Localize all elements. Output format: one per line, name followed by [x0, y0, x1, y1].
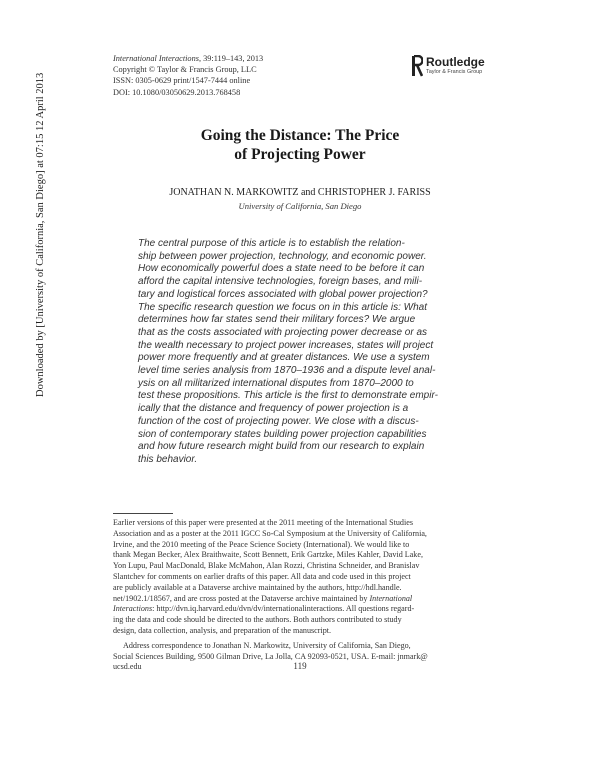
journal-metadata	[113, 53, 263, 98]
footnote-line: are publicly available at a Dataverse archive maintained by the authors, http://hdl.handle.	[113, 582, 402, 592]
routledge-r-logo-icon	[411, 55, 423, 77]
abstract-line: test these propositions. This article is the first to demonstrate empir-	[138, 390, 438, 402]
footnote-text: net/1902.1/18567, and are cross posted at the Dataverse archive maintained by	[113, 593, 368, 603]
footnote	[113, 518, 493, 673]
abstract-line: the wealth necessary to project power increases, states will project	[138, 339, 434, 351]
address-line: Social Sciences Building, 9500 Gilman Drive, La Jolla, CA 92093-0521, USA. E-mail: jnmark@	[113, 651, 428, 661]
abstract-line: this behavior.	[138, 453, 198, 465]
journal-reference: International	[369, 593, 413, 603]
journal-doi: DOI: 10.1080/03050629.2013.768458	[113, 87, 241, 97]
footnote-line: Yon Lupu, Paul MacDonald, Blake McMahon, Alan Rozzi, Christina Schneider, and Branislav	[113, 561, 420, 571]
author-affiliation: University of California, San Diego	[238, 201, 362, 211]
abstract-line: that as the costs associated with projecting power decrease or as	[138, 326, 428, 338]
publisher-logo	[411, 55, 521, 79]
footnote-divider	[113, 513, 173, 514]
footnote-line: thank Megan Becker, Alex Braithwaite, Scott Bennett, Erik Gartzke, Miles Kahler, David Lake,	[113, 550, 423, 560]
footnote-line: ing the data and code should be directed to the authors. Both authors contributed to study	[113, 615, 402, 625]
article-title	[0, 126, 600, 164]
abstract-line: ysis on all militarized international disputes from 1870–2000 to	[138, 377, 414, 389]
footnote-line: Earlier versions of this paper were presented at the 2011 meeting of the International Studies	[113, 518, 413, 527]
footnote-line: design, data collection, analysis, and preparation of the manuscript.	[113, 625, 332, 635]
abstract-line: The specific research question we focus on in this article is: What	[138, 301, 428, 313]
footnote-line	[113, 594, 493, 605]
abstract-line: ically that the distance and frequency of power projection is a	[138, 403, 409, 415]
page-number: 119	[293, 661, 307, 671]
journal-reference-continued: Interactions	[113, 604, 153, 614]
abstract	[138, 238, 464, 467]
abstract-line: How economically powerful does a state need to be before it can	[138, 263, 425, 275]
abstract-line: and how future research might build from our research to explain	[138, 441, 425, 453]
journal-volume-pages: , 39:119–143, 2013	[198, 54, 264, 63]
journal-issn: ISSN: 0305-0629 print/1547-7444 online	[113, 76, 251, 86]
article-authors: JONATHAN N. MARKOWITZ and CHRISTOPHER J. FARISS	[169, 187, 431, 198]
abstract-line: power more frequently and at greater distances. We use a system	[138, 352, 430, 364]
publisher-tagline: Taylor & Francis Group	[426, 69, 483, 75]
title-line: Going the Distance: The Price	[200, 127, 400, 144]
abstract-line: tary and logistical forces associated with global power projection?	[138, 288, 428, 300]
footnote-line: Slantchev for comments on earlier drafts of this paper. All data and code used in this project	[113, 571, 411, 581]
footnote-line	[113, 604, 493, 615]
journal-name: International Interactions	[113, 54, 199, 63]
journal-citation	[113, 53, 263, 64]
dataverse-url-text: : http://dvn.iq.harvard.edu/dvn/dv/internationalinteractions. All questions regard-	[152, 604, 415, 614]
abstract-line: level time series analysis from 1870–1936 and a dispute level anal-	[138, 365, 436, 377]
abstract-line: The central purpose of this article is to establish the relation-	[138, 238, 405, 249]
address-line: ucsd.edu	[113, 662, 142, 672]
abstract-line: determines how far states send their military forces? We argue	[138, 314, 416, 326]
abstract-line: function of the cost of projecting power. We close with a discus-	[138, 415, 419, 427]
title-line: of Projecting Power	[234, 146, 366, 163]
address-line: Address correspondence to Jonathan N. Markowitz, University of California, San Diego,	[123, 640, 411, 650]
footnote-line: Irvine, and the 2010 meeting of the Peace Science Society (International). We would like to	[113, 539, 410, 549]
download-watermark: Downloaded by [University of California, San Diego] at 07:15 12 April 2013	[35, 72, 46, 397]
abstract-line: sion of contemporary states building power projection capabilities	[138, 428, 427, 440]
abstract-line: ship between power projection, technology, and economic power.	[138, 250, 427, 262]
journal-copyright: Copyright © Taylor & Francis Group, LLC	[113, 65, 257, 75]
footnote-line: Association and as a poster at the 2011 IGCC So-Cal Symposium at the University of California,	[113, 528, 427, 538]
publisher-name: Routledge	[426, 55, 485, 69]
abstract-line: afford the capital intensive technologies, foreign bases, and mili-	[138, 276, 423, 288]
